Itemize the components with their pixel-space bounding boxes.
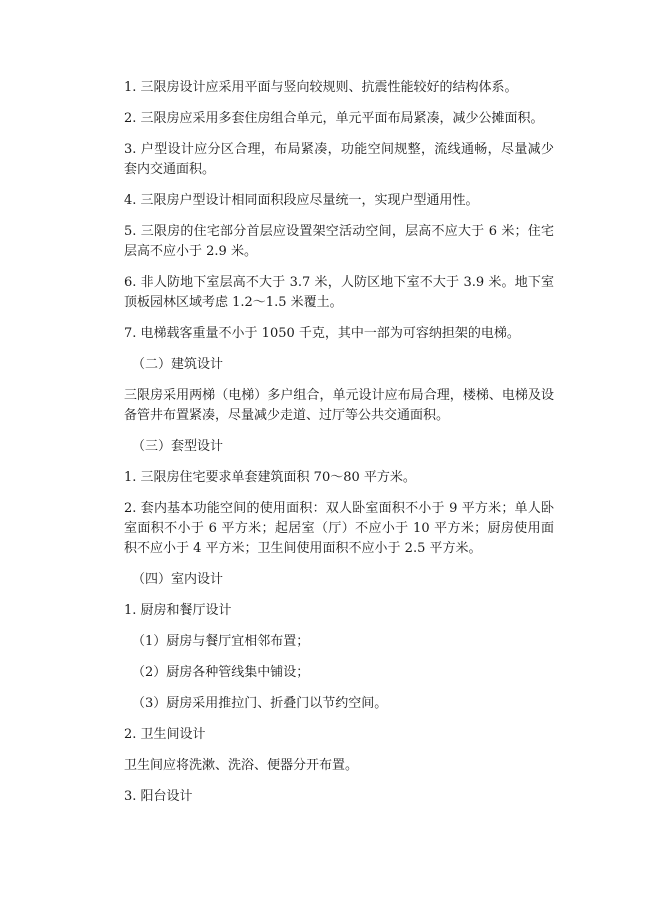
section-heading-unit-type: （三）套型设计	[132, 439, 224, 454]
list-item-kitchen-3: （3）厨房采用推拉门、折叠门以节约空间。	[132, 696, 388, 711]
section-heading-architecture: （二）建筑设计	[132, 357, 224, 372]
subheading-balcony: 3. 阳台设计	[124, 789, 193, 804]
paragraph-item-5: 5. 三限房的住宅部分首层应设置架空活动空间，层高不应大于 6 米；住宅层高不应小于 2.9 米。	[124, 224, 554, 259]
section-heading-interior: （四）室内设计	[132, 572, 224, 587]
paragraph-item-3: 3. 户型设计应分区合理，布局紧凑，功能空间规整，流线通畅，尽量减少套内交通面积。	[124, 142, 554, 177]
list-item-kitchen-2: （2）厨房各种管线集中铺设；	[132, 665, 310, 680]
subheading-bathroom: 2. 卫生间设计	[124, 727, 206, 742]
paragraph-unit-area: 1. 三限房住宅要求单套建筑面积 70～80 平方米。	[124, 470, 416, 485]
paragraph-room-areas: 2. 套内基本功能空间的使用面积：双人卧室面积不小于 9 平方米；单人卧室面积不小于 6 平方米；起居室（厅）不应小于 10 平方米；厨房使用面积不应小于 4 平方米；卫生间使用面积不应小于 2.5 平方米。	[124, 501, 554, 556]
paragraph-architecture: 三限房采用两梯（电梯）多户组合，单元设计应布局合理，楼梯、电梯及设备管井布置紧凑，尽量减少走道、过厅等公共交通面积。	[124, 388, 554, 423]
paragraph-item-6: 6. 非人防地下室层高不大于 3.7 米，人防区地下室不大于 3.9 米。地下室顶板园林区域考虑 1.2～1.5 米覆土。	[124, 275, 554, 310]
document-body	[124, 78, 554, 818]
subheading-kitchen: 1. 厨房和餐厅设计	[124, 603, 232, 618]
paragraph-item-1: 1. 三限房设计应采用平面与竖向较规则、抗震性能较好的结构体系。	[124, 80, 518, 95]
paragraph-bathroom: 卫生间应将洗漱、洗浴、便器分开布置。	[124, 758, 359, 773]
list-item-kitchen-1: （1）厨房与餐厅宜相邻布置；	[132, 634, 310, 649]
paragraph-item-4: 4. 三限房户型设计相同面积段应尽量统一，实现户型通用性。	[124, 193, 479, 208]
paragraph-item-2: 2. 三限房应采用多套住房组合单元，单元平面布局紧凑，减少公摊面积。	[124, 111, 544, 126]
paragraph-item-7: 7. 电梯载客重量不小于 1050 千克，其中一部为可容纳担架的电梯。	[124, 326, 520, 341]
